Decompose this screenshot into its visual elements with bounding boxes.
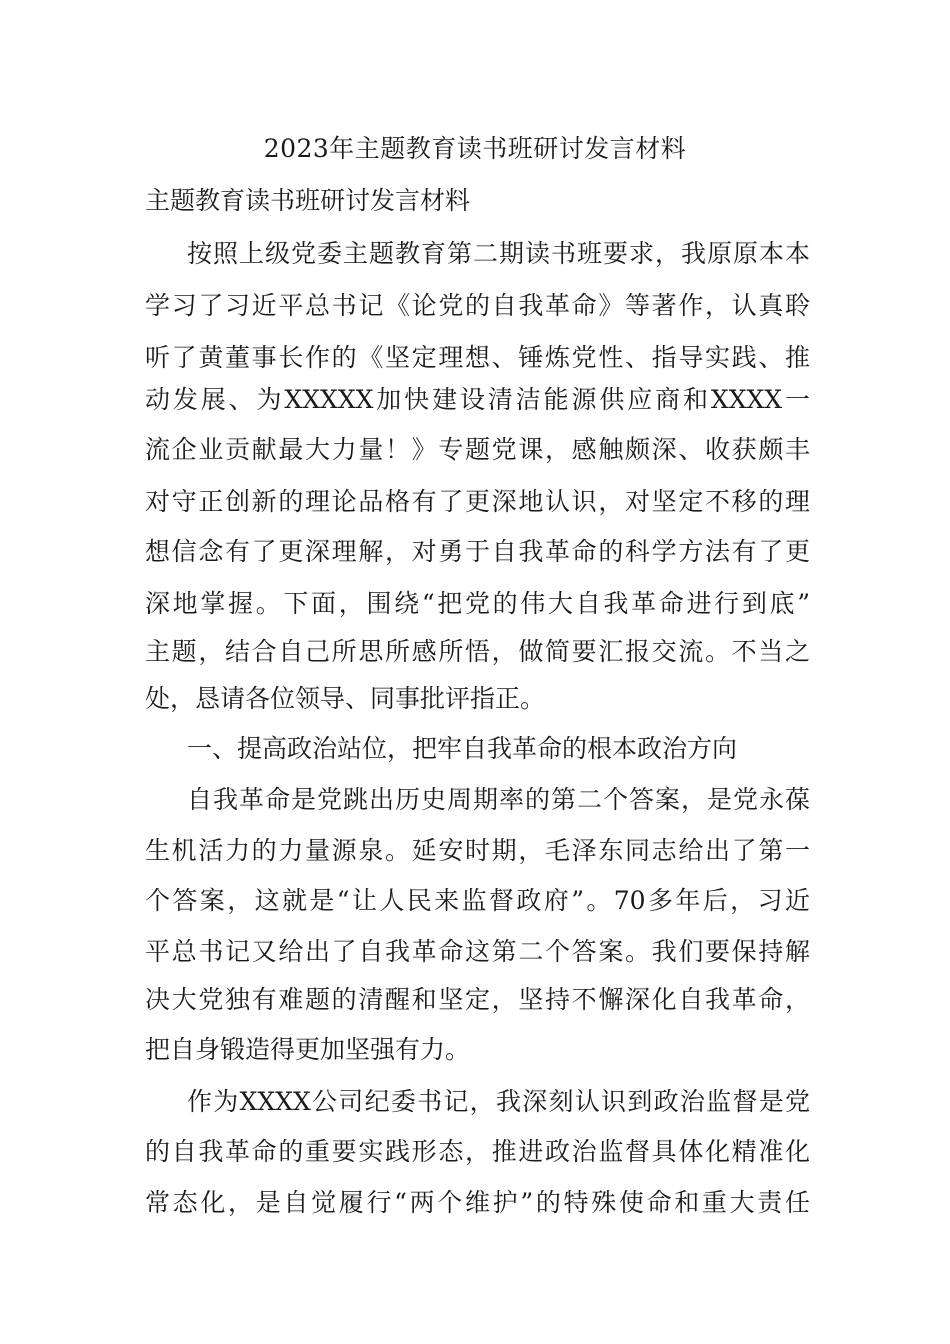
paragraph-line: 按照上级党委主题教育第二期读书班要求，我原原本本 [187, 239, 810, 268]
paragraph-line: 主题，结合自己所思所感所悟，做简要汇报交流。不当之 [145, 637, 810, 666]
paragraph-line: 听了黄董事长作的《坚定理想、锤炼党性、指导实践、推 [145, 343, 810, 372]
paragraph-line: 把自身锻造得更加坚强有力。 [145, 1035, 471, 1064]
paragraph-line: 想信念有了更深理解，对勇于自我革命的科学方法有了更 [145, 537, 810, 566]
paragraph-line: 深地掌握。下面，围绕“把党的伟大自我革命进行到底” [145, 589, 810, 618]
paragraph-line: 常态化，是自觉履行“两个维护”的特殊使命和重大责任 [145, 1188, 810, 1217]
document-subtitle: 主题教育读书班研讨发言材料 [145, 186, 471, 215]
paragraph-line: 动发展、为XXXXX加快建设清洁能源供应商和XXXX一 [145, 385, 810, 414]
paragraph-line: 学习了习近平总书记《论党的自我革命》等著作，认真聆 [145, 291, 810, 320]
paragraph-line: 个答案，这就是“让人民来监督政府”。70多年后，习近 [145, 886, 810, 915]
paragraph-line: 自我革命是党跳出历史周期率的第二个答案，是党永葆 [187, 785, 810, 814]
document-title: 2023年主题教育读书班研讨发言材料 [263, 134, 687, 163]
paragraph-line: 的自我革命的重要实践形态，推进政治监督具体化精准化 [145, 1137, 810, 1166]
paragraph-line: 流企业贡献最大力量！》专题党课，感触颇深、收获颇丰 [145, 435, 810, 464]
paragraph-line: 处，恳请各位领导、同事批评指正。 [145, 684, 546, 713]
paragraph-line: 平总书记又给出了自我革命这第二个答案。我们要保持解 [145, 937, 810, 966]
paragraph-line: 对守正创新的理论品格有了更深地认识，对坚定不移的理 [145, 487, 810, 516]
paragraph-line: 生机活力的力量源泉。延安时期，毛泽东同志给出了第一 [145, 836, 810, 865]
section-heading: 一、提高政治站位，把牢自我革命的根本政治方向 [187, 734, 738, 763]
paragraph-line: 作为XXXX公司纪委书记，我深刻认识到政治监督是党 [187, 1087, 810, 1116]
paragraph-line: 决大党独有难题的清醒和坚定，坚持不懈深化自我革命， [145, 985, 810, 1014]
